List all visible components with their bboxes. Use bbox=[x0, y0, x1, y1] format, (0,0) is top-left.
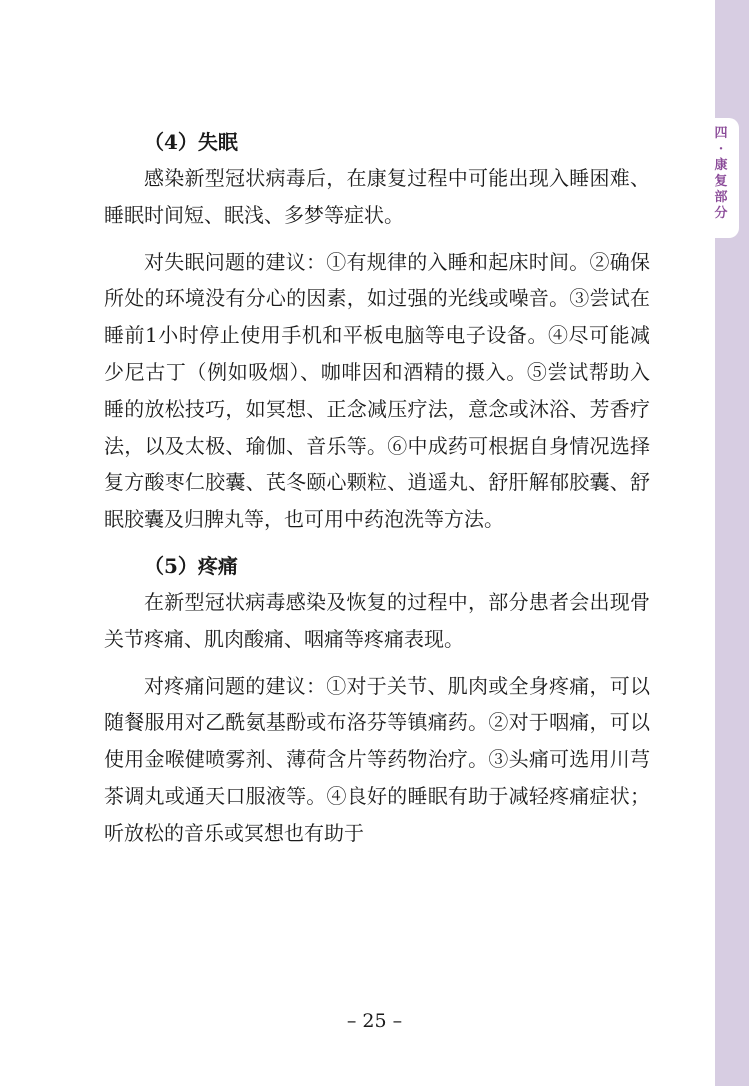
chapter-tab-char: 四 bbox=[714, 126, 728, 141]
page-number: – 25 – bbox=[346, 1010, 403, 1032]
chapter-tab-label bbox=[709, 126, 733, 222]
chapter-tab-char: · bbox=[718, 142, 724, 157]
paragraph-insomnia-advice: 对失眠问题的建议：①有规律的入睡和起床时间。②确保所处的环境没有分心的因素，如过强的光线或噪音。③尝试在睡前1小时停止使用手机和平板电脑等电子设备。④尽可能减少尼古丁（例如吸烟）、咖啡因和酒精的摄入。⑤尝试帮助入睡的放松技巧，如冥想、正念减压疗法，意念或沐浴、芳香疗法，以及太极、瑜伽、音乐等。⑥中成药可根据自身情况选择复方酸枣仁胶囊、芪冬颐心颗粒、逍遥丸、舒肝解郁胶囊、舒眠胶囊及归脾丸等，也可用中药泡洗等方法。 bbox=[104, 249, 650, 532]
chapter-tab-char: 分 bbox=[714, 206, 728, 221]
chapter-tab-char: 部 bbox=[714, 190, 728, 205]
paragraph-pain-advice: 对疼痛问题的建议：①对于关节、肌肉或全身疼痛，可以随餐服用对乙酰氨基酚或布洛芬等镇痛药。②对于咽痛，可以使用金喉健喷雾剂、薄荷含片等药物治疗。③头痛可选用川芎茶调丸或通天口服液等。④良好的睡眠有助于减轻疼痛症状；听放松的音乐或冥想也有助于 bbox=[104, 673, 650, 845]
paragraph-insomnia-symptoms: 感染新型冠状病毒后，在康复过程中可能出现入睡困难、睡眠时间短、眠浅、多梦等症状。 bbox=[104, 166, 650, 227]
section-heading-insomnia: （4）失眠 bbox=[144, 130, 238, 154]
page-body bbox=[104, 124, 650, 852]
chapter-tab-char: 复 bbox=[714, 174, 728, 189]
chapter-tab-char: 康 bbox=[714, 158, 728, 173]
paragraph-pain-symptoms: 在新型冠状病毒感染及恢复的过程中，部分患者会出现骨关节疼痛、肌肉酸痛、咽痛等疼痛表现。 bbox=[104, 589, 650, 651]
section-heading-pain: （5）疼痛 bbox=[144, 553, 238, 578]
